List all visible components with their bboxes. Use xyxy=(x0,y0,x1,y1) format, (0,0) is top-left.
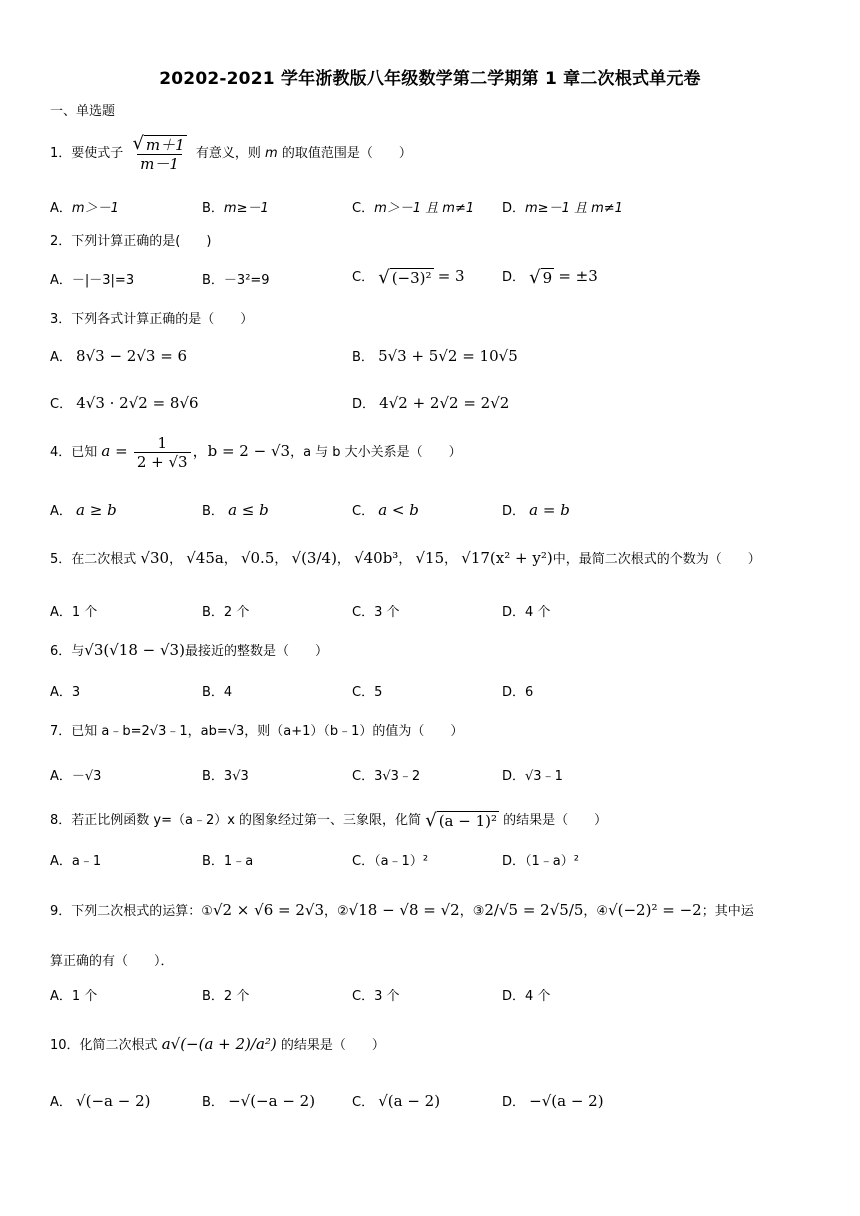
q4-option-d[interactable]: D． a = b xyxy=(502,501,570,519)
q9-option-b[interactable]: B．2 个 xyxy=(202,989,250,1004)
question-6: 6．与√3(√18 − √3)最接近的整数是（ ） xyxy=(50,641,328,659)
q2-option-d[interactable]: D． √ 9 = ±3 xyxy=(502,267,598,288)
q1-option-d[interactable]: D．m≥－1 且 m≠1 xyxy=(502,201,623,216)
question-9-line-2: 算正确的有（ ）． xyxy=(50,954,174,969)
q2-option-b[interactable]: B．－3²=9 xyxy=(202,273,270,288)
section-heading: 一、单选题 xyxy=(50,104,116,119)
q10-option-c[interactable]: C． √(a − 2) xyxy=(352,1092,441,1110)
question-10: 10．化简二次根式 a√(−(a + 2)/a²) 的结果是（ ） xyxy=(50,1035,385,1053)
q4-option-a[interactable]: A． a ≥ b xyxy=(50,501,117,519)
q5-item-6: √15 xyxy=(415,549,445,567)
q2-option-a[interactable]: A．－|－3|=3 xyxy=(50,273,135,288)
q1-var: m xyxy=(265,145,278,161)
q8-options xyxy=(50,850,830,870)
q5-option-d[interactable]: D．4 个 xyxy=(502,605,551,620)
q10-expression: a√(−(a + 2)/a²) xyxy=(161,1035,277,1053)
q1-number: 1． xyxy=(50,145,72,161)
q2-option-c[interactable]: C． √ (−3)² = 3 xyxy=(352,267,465,288)
q5-options xyxy=(50,601,830,621)
q5-item-3: √0.5 xyxy=(240,549,275,567)
q6-option-c[interactable]: C．5 xyxy=(352,685,383,700)
question-3: 3．下列各式计算正确的是（ ） xyxy=(50,312,254,327)
q6-options xyxy=(50,681,830,701)
q5-option-b[interactable]: B．2 个 xyxy=(202,605,250,620)
q5-item-1: √30 xyxy=(140,549,170,567)
q6-option-d[interactable]: D．6 xyxy=(502,685,534,700)
q4-fraction: $\frac{1}{2 + √3}$ xyxy=(134,434,191,471)
q5-item-4: √(3/4) xyxy=(291,549,337,567)
q9-option-c[interactable]: C．3 个 xyxy=(352,989,400,1004)
q1-option-c[interactable]: C．m＞－1 且 m≠1 xyxy=(352,201,475,216)
q1-fraction: $\frac{√ m+1}{m-1}$ xyxy=(132,133,185,173)
q7-options xyxy=(50,765,830,785)
q8-radicand: (a − 1)² xyxy=(438,812,497,830)
q4-option-c[interactable]: C． a < b xyxy=(352,501,419,519)
q1-option-b[interactable]: B．m≥－1 xyxy=(202,201,269,216)
q3-option-a[interactable]: A． 8√3 − 2√3 = 6 xyxy=(50,347,188,365)
q9-expr-3: 2/√5 = 2√5/5 xyxy=(484,901,584,919)
q9-option-d[interactable]: D．4 个 xyxy=(502,989,551,1004)
q3-option-b[interactable]: B． 5√3 + 5√2 = 10√5 xyxy=(352,347,518,365)
q8-option-d[interactable]: D．（1﹣a）² xyxy=(502,854,579,869)
q7-option-d[interactable]: D．√3﹣1 xyxy=(502,769,563,784)
q8-option-b[interactable]: B．1﹣a xyxy=(202,854,254,869)
q8-option-a[interactable]: A．a﹣1 xyxy=(50,854,102,869)
q8-option-c[interactable]: C．（a﹣1）² xyxy=(352,854,429,869)
q9-expr-4: √(−2)² = −2 xyxy=(608,901,702,919)
q9-options xyxy=(50,985,830,1005)
q4-options xyxy=(50,500,830,520)
q1-option-a[interactable]: A．m＞－1 xyxy=(50,201,119,216)
page-title: 20202-2021 学年浙教版八年级数学第二学期第 1 章二次根式单元卷 xyxy=(159,69,701,89)
q5-item-5: √40b³ xyxy=(354,549,399,567)
q6-expression: √3(√18 − √3) xyxy=(84,641,185,659)
question-4: 4．已知 a = $\frac{1}{2 + √3}$ ，b = 2 − √3，a 与 b 大小关系是（ ） xyxy=(50,434,462,471)
question-5: 5．在二次根式 √30， √45a， √0.5， √(3/4)， √40b³， √15， √17(x² + y²)中，最简二次根式的个数为（ ） xyxy=(50,549,761,567)
question-2: 2．下列计算正确的是( ) xyxy=(50,234,212,249)
question-9: 9．下列二次根式的运算：①√2 × √6 = 2√3，②√18 − √8 = √2，③2/√5 = 2√5/5，④√(−2)² = −2；其中运 xyxy=(50,901,754,919)
q6-option-b[interactable]: B．4 xyxy=(202,685,233,700)
q3-option-d[interactable]: D． 4√2 + 2√2 = 2√2 xyxy=(352,394,510,412)
question-8: 8．若正比例函数 y=（a﹣2）x 的图象经过第一、三象限，化简 √ (a − 1)² 的结果是（ ） xyxy=(50,810,608,831)
q10-option-b[interactable]: B． −√(−a − 2) xyxy=(202,1092,316,1110)
q1-post: 有意义，则 xyxy=(195,145,261,161)
q4-option-b[interactable]: B． a ≤ b xyxy=(202,501,269,519)
q5-option-c[interactable]: C．3 个 xyxy=(352,605,400,620)
question-1 xyxy=(50,134,412,173)
q9-option-a[interactable]: A．1 个 xyxy=(50,989,98,1004)
q10-option-d[interactable]: D． −√(a − 2) xyxy=(502,1092,604,1110)
q2-options xyxy=(50,266,830,292)
q6-option-a[interactable]: A．3 xyxy=(50,685,81,700)
q7-option-b[interactable]: B．3√3 xyxy=(202,769,249,784)
q5-item-7: √17(x² + y²) xyxy=(461,549,553,567)
q1-frac-num: m＋1 xyxy=(145,135,185,154)
q1-options xyxy=(50,197,830,217)
q1-post2: 的取值范围是（ ） xyxy=(281,145,412,161)
q5-item-2: √45a xyxy=(186,549,224,567)
q9-expr-1: √2 × √6 = 2√3 xyxy=(212,901,324,919)
q7-option-a[interactable]: A．－√3 xyxy=(50,769,102,784)
q1-frac-den: m－1 xyxy=(137,154,182,173)
q1-pre: 要使式子 xyxy=(71,145,124,161)
q7-option-c[interactable]: C．3√3﹣2 xyxy=(352,769,421,784)
question-7: 7．已知 a﹣b=2√3﹣1，ab=√3，则（a+1）（b﹣1）的值为（ ） xyxy=(50,724,464,739)
q10-option-a[interactable]: A． √(−a − 2) xyxy=(50,1092,151,1110)
q10-options xyxy=(50,1091,830,1113)
q5-option-a[interactable]: A．1 个 xyxy=(50,605,98,620)
q3-option-c[interactable]: C． 4√3 · 2√2 = 8√6 xyxy=(50,394,199,412)
q9-expr-2: √18 − √8 = √2 xyxy=(348,901,460,919)
